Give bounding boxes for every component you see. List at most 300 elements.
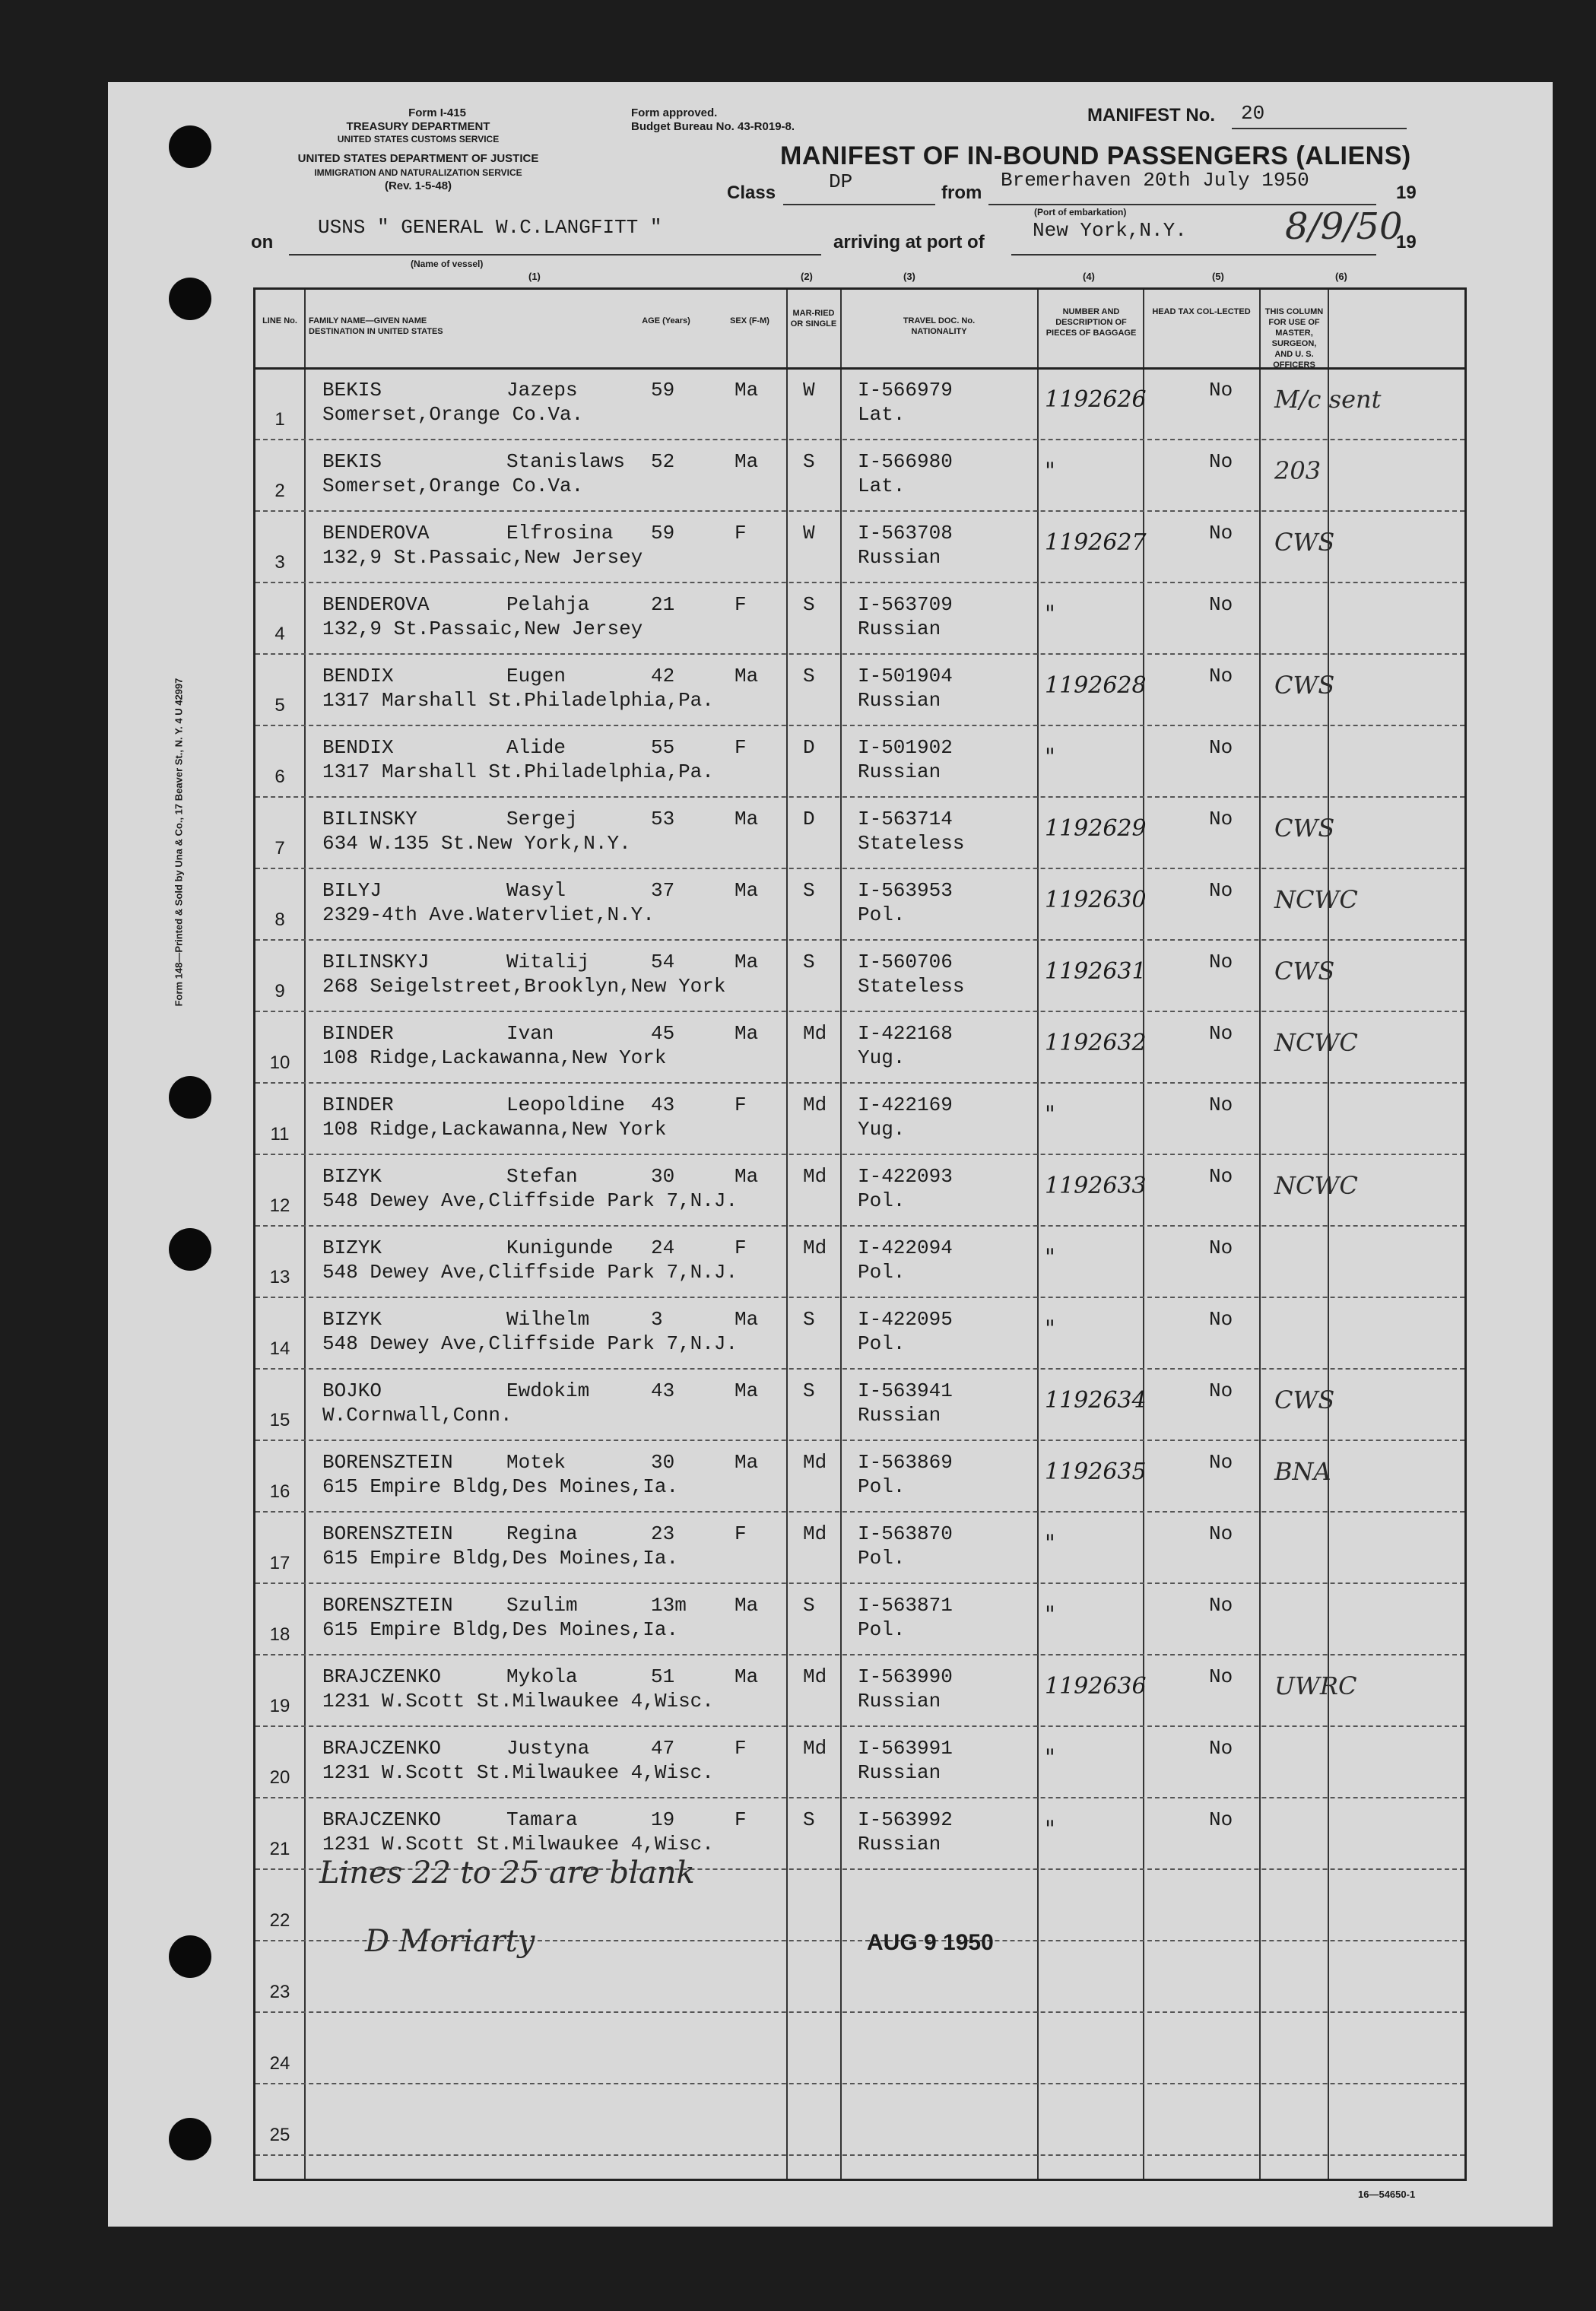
vessel-name: USNS " GENERAL W.C.LANGFITT " (318, 216, 662, 239)
officer-note: BNA (1274, 1457, 1331, 1486)
table-row (255, 1227, 1464, 1298)
class-label: Class (727, 183, 776, 203)
family-name: BILINSKYJ (322, 951, 430, 973)
given-name: Kunigunde (506, 1236, 614, 1259)
baggage-number: " (1045, 458, 1055, 484)
given-name: Wilhelm (506, 1308, 590, 1331)
head-tax: No (1209, 522, 1233, 544)
age: 23 (651, 1522, 675, 1545)
baggage-number: " (1045, 744, 1055, 770)
head-tax: No (1209, 1236, 1233, 1259)
table-row (255, 441, 1464, 512)
age: 19 (651, 1808, 675, 1831)
baggage-number: " (1045, 1744, 1055, 1771)
age: 43 (651, 1379, 675, 1402)
binder-hole (169, 278, 211, 320)
table-row (255, 370, 1464, 440)
destination: 108 Ridge,Lackawanna,New York (322, 1118, 667, 1141)
nationality: Lat. (858, 475, 906, 497)
head-tax: No (1209, 951, 1233, 973)
col-num-2: (2) (801, 271, 813, 282)
given-name: Witalij (506, 951, 590, 973)
destination: 548 Dewey Ave,Cliffside Park 7,N.J. (322, 1332, 738, 1355)
destination: 268 Seigelstreet,Brooklyn,New York (322, 975, 726, 998)
marital-status: S (803, 1594, 815, 1617)
col-header-age: AGE (Years) (642, 316, 690, 325)
family-name: BRAJCZENKO (322, 1808, 442, 1831)
table-row (255, 2085, 1464, 2156)
nationality: Russian (858, 1690, 941, 1713)
table-row (255, 941, 1464, 1012)
family-name: BENDEROVA (322, 593, 430, 616)
officer-note: CWS (1274, 528, 1335, 557)
travel-doc-number: I-563991 (858, 1737, 953, 1760)
officer-note: NCWC (1274, 1028, 1358, 1057)
baggage-number: 1192631 (1045, 958, 1147, 985)
given-name: Mykola (506, 1665, 578, 1688)
family-name: BENDIX (322, 665, 394, 687)
family-name: BILYJ (322, 879, 382, 902)
given-name: Tamara (506, 1808, 578, 1831)
family-name: BIZYK (322, 1165, 382, 1188)
destination: 132,9 St.Passaic,New Jersey (322, 617, 643, 640)
officer-note: CWS (1274, 671, 1335, 700)
sex: Ma (735, 450, 759, 473)
officer-note: CWS (1274, 814, 1335, 843)
line-number: 11 (270, 1124, 290, 1144)
travel-doc-number: I-422093 (858, 1165, 953, 1188)
table-row (255, 798, 1464, 869)
from-label: from (941, 183, 982, 203)
head-tax: No (1209, 1808, 1233, 1831)
travel-doc-number: I-563870 (858, 1522, 953, 1545)
family-name: BIZYK (322, 1308, 382, 1331)
sex: Ma (735, 951, 759, 973)
travel-doc-number: I-501904 (858, 665, 953, 687)
travel-doc-number: I-422094 (858, 1236, 953, 1259)
baggage-number: 1192634 (1045, 1387, 1147, 1414)
head-tax: No (1209, 1665, 1233, 1688)
given-name: Wasyl (506, 879, 566, 902)
head-tax: No (1209, 665, 1233, 687)
family-name: BINDER (322, 1022, 394, 1045)
arrival-port: New York,N.Y. (1033, 219, 1187, 242)
marital-status: S (803, 1308, 815, 1331)
line-number: 25 (269, 2125, 290, 2145)
travel-doc-number: I-422169 (858, 1094, 953, 1116)
passenger-table (253, 287, 1467, 2181)
destination: 615 Empire Bldg,Des Moines,Ia. (322, 1475, 679, 1498)
sex: F (735, 522, 747, 544)
sex: F (735, 1737, 747, 1760)
line-number: 5 (274, 695, 285, 716)
table-row (255, 1656, 1464, 1727)
sex: Ma (735, 665, 759, 687)
officer-note: CWS (1274, 1386, 1335, 1414)
ins-label: IMMIGRATION AND NATURALIZATION SERVICE (314, 167, 522, 178)
age: 59 (651, 379, 675, 402)
manifest-number-label: MANIFEST No. (1087, 105, 1215, 125)
line-number: 6 (274, 767, 285, 787)
marital-status: D (803, 808, 815, 830)
given-name: Elfrosina (506, 522, 614, 544)
head-tax: No (1209, 736, 1233, 759)
table-row (255, 1442, 1464, 1513)
age: 42 (651, 665, 675, 687)
age: 13m (651, 1594, 687, 1617)
form-number: Form I-415 (408, 106, 466, 119)
baggage-number: 1192626 (1045, 386, 1147, 413)
age: 37 (651, 879, 675, 902)
travel-doc-number: I-563714 (858, 808, 953, 830)
year-suffix-2: 19 (1396, 232, 1417, 252)
given-name: Stefan (506, 1165, 578, 1188)
sex: Ma (735, 1451, 759, 1474)
date-stamp: AUG 9 1950 (867, 1930, 994, 1955)
marital-status: W (803, 522, 815, 544)
age: 3 (651, 1308, 663, 1331)
sex: F (735, 736, 747, 759)
table-row (255, 1513, 1464, 1584)
family-name: BILINSKY (322, 808, 417, 830)
class-value: DP (829, 170, 853, 193)
destination: Somerset,Orange Co.Va. (322, 475, 584, 497)
sex: F (735, 593, 747, 616)
sex: Ma (735, 1379, 759, 1402)
travel-doc-number: I-501902 (858, 736, 953, 759)
age: 30 (651, 1451, 675, 1474)
head-tax: No (1209, 1094, 1233, 1116)
binder-hole (169, 1228, 211, 1271)
arrival-date: 8/9/50 (1285, 205, 1403, 248)
nationality: Pol. (858, 1261, 906, 1284)
destination: 1317 Marshall St.Philadelphia,Pa. (322, 760, 714, 783)
officer-note: M/c sent (1274, 385, 1382, 414)
col-num-6: (6) (1335, 271, 1347, 282)
col-header-sex: SEX (F-M) (730, 316, 769, 325)
nationality: Russian (858, 546, 941, 569)
line-number: 8 (274, 909, 285, 930)
destination: 108 Ridge,Lackawanna,New York (322, 1046, 667, 1069)
family-name: BEKIS (322, 450, 382, 473)
family-name: BOJKO (322, 1379, 382, 1402)
nationality: Yug. (858, 1118, 906, 1141)
form-footer-number: 16—54650-1 (1358, 2189, 1416, 2200)
destination: Somerset,Orange Co.Va. (322, 403, 584, 426)
marital-status: S (803, 593, 815, 616)
sex: F (735, 1522, 747, 1545)
marital-status: Md (803, 1451, 827, 1474)
destination: 548 Dewey Ave,Cliffside Park 7,N.J. (322, 1189, 738, 1212)
head-tax: No (1209, 1451, 1233, 1474)
table-row (255, 1013, 1464, 1084)
age: 45 (651, 1022, 675, 1045)
baggage-number: " (1045, 1101, 1055, 1128)
col-header-name: FAMILY NAME—GIVEN NAME DESTINATION IN UNITED STATES (309, 316, 443, 336)
marital-status: Md (803, 1094, 827, 1116)
baggage-number: 1192629 (1045, 815, 1147, 842)
sex: Ma (735, 1022, 759, 1045)
destination: 634 W.135 St.New York,N.Y. (322, 832, 631, 855)
table-row (255, 584, 1464, 655)
given-name: Ivan (506, 1022, 554, 1045)
baggage-number: " (1045, 1816, 1055, 1843)
table-row (255, 1299, 1464, 1370)
head-tax: No (1209, 1022, 1233, 1045)
marital-status: Md (803, 1522, 827, 1545)
sex: Ma (735, 808, 759, 830)
given-name: Jazeps (506, 379, 578, 402)
given-name: Alide (506, 736, 566, 759)
treasury-label: TREASURY DEPARTMENT (346, 120, 490, 133)
family-name: BORENSZTEIN (322, 1522, 453, 1545)
family-name: BORENSZTEIN (322, 1594, 453, 1617)
travel-doc-number: I-560706 (858, 951, 953, 973)
vessel-note: (Name of vessel) (411, 259, 484, 269)
nationality: Russian (858, 1833, 941, 1855)
officer-note: UWRC (1274, 1671, 1357, 1700)
col-header-officers: THIS COLUMN FOR USE OF MASTER, SURGEON, AND U. S. OFFICERS (1264, 307, 1324, 370)
marital-status: S (803, 665, 815, 687)
rev-label: (Rev. 1-5-48) (384, 179, 452, 192)
line-number: 9 (274, 981, 285, 1002)
line-number: 4 (274, 624, 285, 644)
nationality: Russian (858, 760, 941, 783)
travel-doc-number: I-563953 (858, 879, 953, 902)
age: 43 (651, 1094, 675, 1116)
line-number: 13 (269, 1267, 290, 1287)
head-tax: No (1209, 879, 1233, 902)
nationality: Lat. (858, 403, 906, 426)
officer-signature: D Moriarty (365, 1924, 535, 1959)
age: 51 (651, 1665, 675, 1688)
family-name: BENDEROVA (322, 522, 430, 544)
nationality: Russian (858, 689, 941, 712)
head-tax: No (1209, 450, 1233, 473)
age: 24 (651, 1236, 675, 1259)
nationality: Pol. (858, 1475, 906, 1498)
line-number: 14 (269, 1338, 290, 1359)
travel-doc-number: I-422095 (858, 1308, 953, 1331)
form-approved: Form approved. (631, 106, 718, 119)
nationality: Pol. (858, 1189, 906, 1212)
table-row (255, 656, 1464, 726)
destination: 615 Empire Bldg,Des Moines,Ia. (322, 1618, 679, 1641)
baggage-number: " (1045, 1602, 1055, 1628)
officer-note: NCWC (1274, 885, 1358, 914)
given-name: Motek (506, 1451, 566, 1474)
marital-status: Md (803, 1165, 827, 1188)
line-number: 3 (274, 552, 285, 573)
given-name: Eugen (506, 665, 566, 687)
head-tax: No (1209, 1379, 1233, 1402)
col-num-5: (5) (1212, 271, 1224, 282)
family-name: BRAJCZENKO (322, 1665, 442, 1688)
sex: F (735, 1808, 747, 1831)
line-number: 19 (269, 1696, 290, 1716)
given-name: Szulim (506, 1594, 578, 1617)
baggage-number: 1192632 (1045, 1030, 1147, 1056)
col-header-headtax: HEAD TAX COL-LECTED (1152, 307, 1251, 316)
line-number: 1 (274, 409, 285, 430)
nationality: Russian (858, 617, 941, 640)
budget-bureau: Budget Bureau No. 43-R019-8. (631, 120, 795, 133)
marital-status: S (803, 450, 815, 473)
head-tax: No (1209, 1165, 1233, 1188)
justice-label: UNITED STATES DEPARTMENT OF JUSTICE (297, 152, 539, 165)
arriving-label: arriving at port of (833, 232, 985, 252)
page-title: MANIFEST OF IN-BOUND PASSENGERS (ALIENS) (780, 141, 1411, 170)
line-number: 23 (269, 1982, 290, 2002)
destination: 132,9 St.Passaic,New Jersey (322, 546, 643, 569)
marital-status: S (803, 879, 815, 902)
marital-status: Md (803, 1665, 827, 1688)
travel-doc-number: I-566980 (858, 450, 953, 473)
marital-status: Md (803, 1236, 827, 1259)
sex: F (735, 1094, 747, 1116)
nationality: Russian (858, 1761, 941, 1784)
head-tax: No (1209, 593, 1233, 616)
marital-status: Md (803, 1022, 827, 1045)
table-row (255, 513, 1464, 583)
line-number: 21 (269, 1839, 290, 1859)
baggage-number: 1192628 (1045, 672, 1147, 699)
table-row (255, 1728, 1464, 1798)
customs-label: UNITED STATES CUSTOMS SERVICE (337, 134, 500, 144)
travel-doc-number: I-563871 (858, 1594, 953, 1617)
sex: Ma (735, 1165, 759, 1188)
nationality: Stateless (858, 832, 965, 855)
given-name: Sergej (506, 808, 578, 830)
table-row (255, 2014, 1464, 2084)
travel-doc-number: I-563941 (858, 1379, 953, 1402)
baggage-number: " (1045, 601, 1055, 627)
head-tax: No (1209, 1594, 1233, 1617)
travel-doc-number: I-563869 (858, 1451, 953, 1474)
family-name: BIZYK (322, 1236, 382, 1259)
baggage-number: 1192633 (1045, 1173, 1147, 1199)
line-number: 24 (269, 2053, 290, 2074)
travel-doc-number: I-563992 (858, 1808, 953, 1831)
sex: Ma (735, 1594, 759, 1617)
family-name: BINDER (322, 1094, 394, 1116)
table-row (255, 727, 1464, 798)
sex: Ma (735, 879, 759, 902)
age: 54 (651, 951, 675, 973)
age: 47 (651, 1737, 675, 1760)
lines-blank-note: Lines 22 to 25 are blank (319, 1855, 695, 1890)
marital-status: W (803, 379, 815, 402)
nationality: Pol. (858, 1618, 906, 1641)
age: 21 (651, 593, 675, 616)
printer-side-note: Form 148—Printed & Sold by Una & Co., 17 Beaver St., N. Y. 4 U 42997 (173, 678, 185, 1007)
nationality: Russian (858, 1404, 941, 1427)
destination: W.Cornwall,Conn. (322, 1404, 512, 1427)
family-name: BENDIX (322, 736, 394, 759)
travel-doc-number: I-563990 (858, 1665, 953, 1688)
col-num-4: (4) (1083, 271, 1095, 282)
age: 30 (651, 1165, 675, 1188)
baggage-number: 1192635 (1045, 1459, 1147, 1485)
baggage-number: " (1045, 1316, 1055, 1342)
head-tax: No (1209, 1308, 1233, 1331)
line-number: 20 (269, 1767, 290, 1788)
binder-hole (169, 2118, 211, 2160)
manifest-number: 20 (1241, 102, 1265, 125)
col-num-3: (3) (903, 271, 915, 282)
marital-status: S (803, 1808, 815, 1831)
officer-note: 203 (1274, 456, 1322, 485)
family-name: BEKIS (322, 379, 382, 402)
travel-doc-number: I-563708 (858, 522, 953, 544)
family-name: BORENSZTEIN (322, 1451, 453, 1474)
given-name: Stanislaws (506, 450, 626, 473)
col-header-line: LINE No. (262, 316, 297, 325)
line-number: 17 (269, 1553, 290, 1573)
head-tax: No (1209, 379, 1233, 402)
head-tax: No (1209, 1737, 1233, 1760)
binder-hole (169, 125, 211, 168)
age: 55 (651, 736, 675, 759)
table-row (255, 1585, 1464, 1655)
baggage-number: " (1045, 1530, 1055, 1557)
given-name: Leopoldine (506, 1094, 626, 1116)
marital-status: S (803, 1379, 815, 1402)
travel-doc-number: I-566979 (858, 379, 953, 402)
marital-status: S (803, 951, 815, 973)
age: 53 (651, 808, 675, 830)
port-embark-note: (Port of embarkation) (1034, 207, 1127, 217)
line-number: 15 (269, 1410, 290, 1430)
table-row (255, 1370, 1464, 1441)
line-number: 12 (269, 1195, 290, 1216)
binder-hole (169, 1935, 211, 1978)
baggage-number: " (1045, 1244, 1055, 1271)
baggage-number: 1192636 (1045, 1673, 1147, 1700)
table-row (255, 870, 1464, 941)
destination: 615 Empire Bldg,Des Moines,Ia. (322, 1547, 679, 1570)
nationality: Yug. (858, 1046, 906, 1069)
line-number: 7 (274, 838, 285, 859)
destination: 1231 W.Scott St.Milwaukee 4,Wisc. (322, 1761, 714, 1784)
family-name: BRAJCZENKO (322, 1737, 442, 1760)
line-number: 18 (269, 1624, 290, 1645)
col-num-1: (1) (528, 271, 541, 282)
given-name: Regina (506, 1522, 578, 1545)
destination: 1231 W.Scott St.Milwaukee 4,Wisc. (322, 1833, 714, 1855)
age: 52 (651, 450, 675, 473)
line-number: 22 (269, 1910, 290, 1931)
travel-doc-number: I-422168 (858, 1022, 953, 1045)
sex: Ma (735, 1308, 759, 1331)
line-number: 10 (269, 1052, 290, 1073)
destination: 1317 Marshall St.Philadelphia,Pa. (322, 689, 714, 712)
sex: Ma (735, 379, 759, 402)
col-header-baggage: NUMBER AND DESCRIPTION OF PIECES OF BAGGAGE (1045, 307, 1137, 338)
table-row (255, 1084, 1464, 1155)
destination: 1231 W.Scott St.Milwaukee 4,Wisc. (322, 1690, 714, 1713)
officer-note: CWS (1274, 957, 1335, 986)
head-tax: No (1209, 1522, 1233, 1545)
officer-note: NCWC (1274, 1171, 1358, 1200)
nationality: Pol. (858, 1332, 906, 1355)
sex: F (735, 1236, 747, 1259)
nationality: Stateless (858, 975, 965, 998)
given-name: Justyna (506, 1737, 590, 1760)
on-label: on (251, 232, 274, 252)
given-name: Ewdokim (506, 1379, 590, 1402)
head-tax: No (1209, 808, 1233, 830)
